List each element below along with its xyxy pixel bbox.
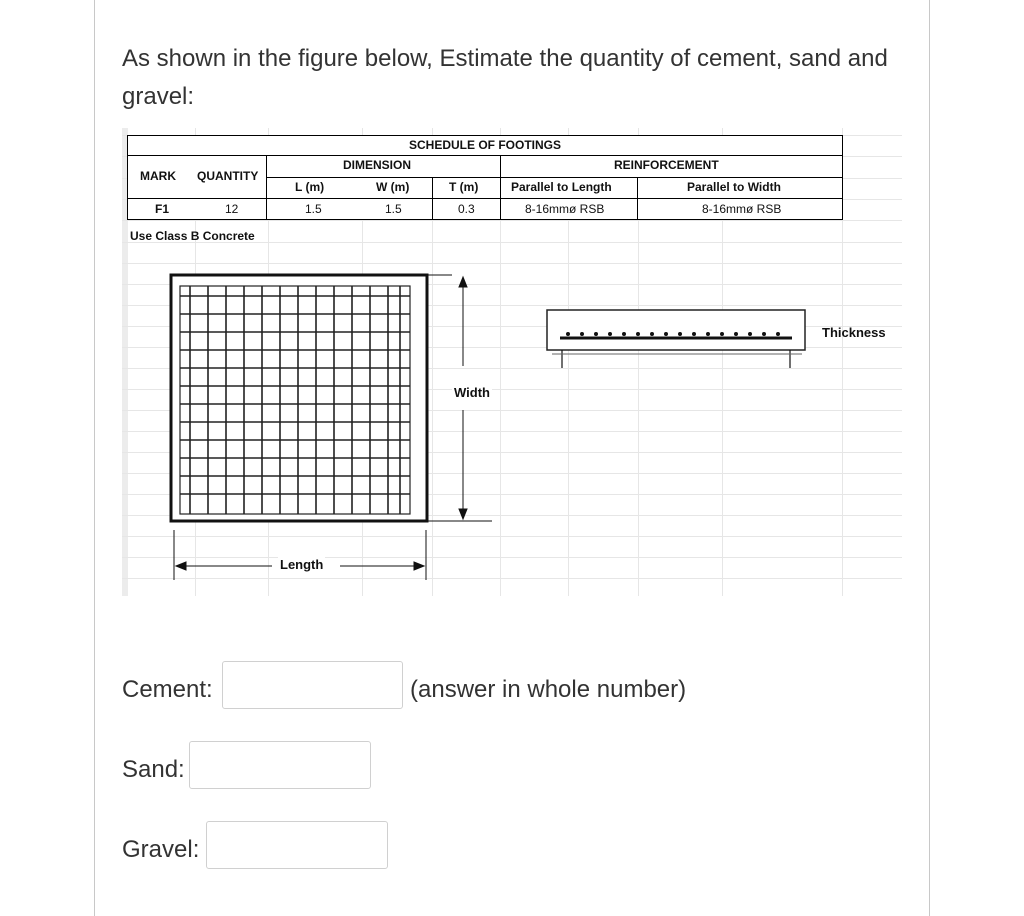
cell-parallel-width: 8-16mmø RSB [702,202,782,216]
gravel-label: Gravel: [122,836,200,863]
length-dimension [174,530,426,580]
length-label: Length [280,557,324,572]
cell-thickness: 0.3 [458,202,475,216]
header-mark: MARK [140,169,176,183]
width-label: Width [454,385,490,400]
header-parallel-width: Parallel to Width [687,180,781,194]
header-dimension: DIMENSION [343,158,412,172]
cell-quantity: 12 [225,202,239,216]
card-border-left [94,0,95,916]
header-width: W (m) [376,180,410,194]
thickness-label: Thickness [822,325,886,340]
cell-length: 1.5 [305,202,322,216]
cement-label: Cement: [122,676,213,703]
header-reinforcement: REINFORCEMENT [614,158,719,172]
question-text: As shown in the figure below, Estimate the quantity of cement, sand and gravel: [122,45,888,110]
answer-hint: (answer in whole number) [410,676,687,703]
header-thickness: T (m) [449,180,479,194]
header-length: L (m) [295,180,325,194]
concrete-class-note: Use Class B Concrete [130,229,255,243]
footing-drawing [122,128,902,596]
footing-figure [122,128,902,596]
plan-view [171,275,427,521]
header-quantity: QUANTITY [197,169,259,183]
cement-input[interactable] [222,661,403,709]
schedule-title: SCHEDULE OF FOOTINGS [408,138,561,152]
cell-width: 1.5 [385,202,402,216]
header-parallel-length: Parallel to Length [511,180,612,194]
gravel-input[interactable] [206,821,388,869]
sand-input[interactable] [189,741,371,789]
card-border-right [929,0,930,916]
section-view [547,310,805,368]
cell-parallel-length: 8-16mmø RSB [525,202,605,216]
sand-label: Sand: [122,756,185,783]
cell-mark: F1 [155,202,170,216]
